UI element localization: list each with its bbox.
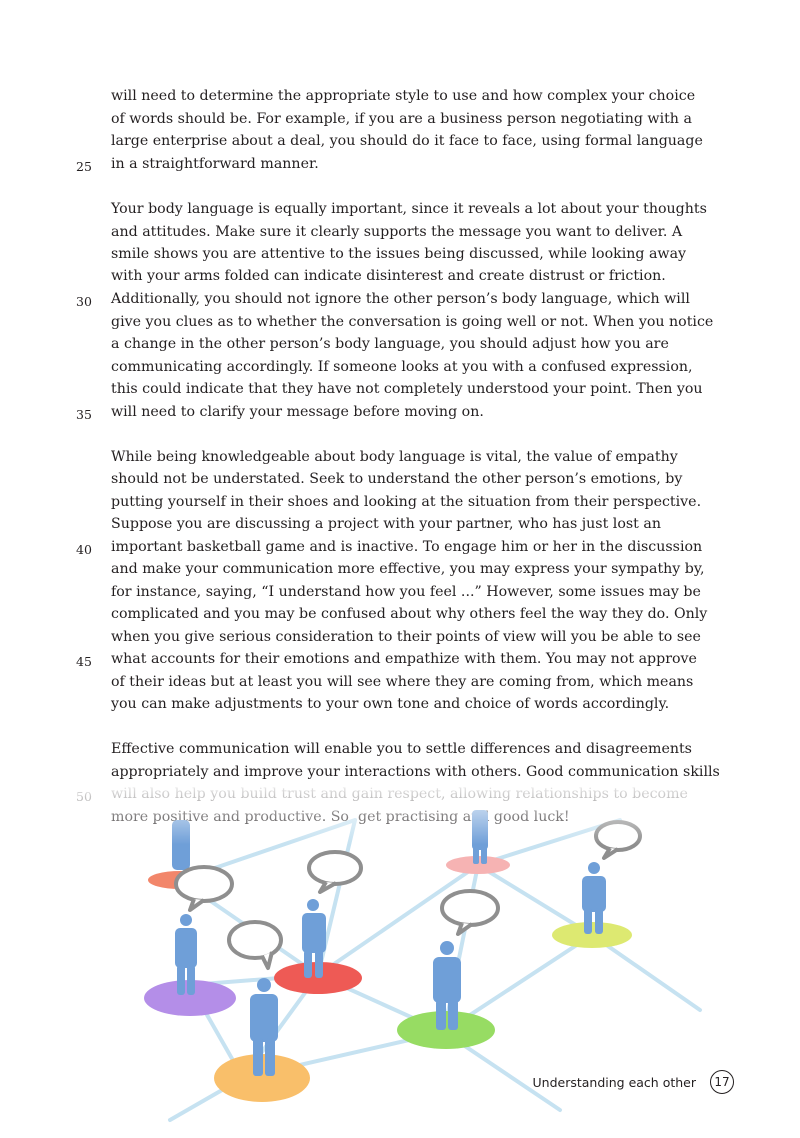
line-number: 45	[76, 654, 92, 669]
body-line: will need to determine the appropriate style to use and how complex your choice	[111, 88, 696, 104]
body-line: communicating accordingly. If someone looks at you with a confused expression,	[111, 359, 693, 375]
body-line: important basketball game and is inactive. To engage him or her in the discussion	[111, 539, 703, 555]
footer-section-title: Understanding each other	[532, 1075, 696, 1090]
body-line: this could indicate that they have not completely understood your point. Then you	[111, 381, 703, 397]
body-line: you can make adjustments to your own tone and choice of words accordingly.	[111, 696, 670, 712]
body-line: and attitudes. Make sure it clearly supports the message you want to deliver. A	[111, 224, 683, 240]
body-line: in a straightforward manner.	[111, 156, 319, 172]
body-line: Your body language is equally important, since it reveals a lot about your thoughts	[111, 201, 707, 217]
body-line: and make your communication more effective, you may express your sympathy by,	[111, 561, 705, 577]
body-line: a change in the other person’s body language, you should adjust how you are	[111, 336, 669, 352]
body-line: of their ideas but at least you will see where they are coming from, which means	[111, 674, 694, 690]
line-number: 30	[76, 294, 92, 309]
body-line: Additionally, you should not ignore the other person’s body language, which will	[111, 291, 690, 307]
body-line: While being knowledgeable about body language is vital, the value of empathy	[111, 449, 678, 465]
body-line: Suppose you are discussing a project with your partner, who has just lost an	[111, 516, 661, 532]
line-number: 25	[76, 159, 92, 174]
body-line: of words should be. For example, if you are a business person negotiating with a	[111, 111, 692, 127]
body-line: Effective communication will enable you to settle differences and disagreements	[111, 741, 692, 757]
body-line: large enterprise about a deal, you should do it face to face, using formal language	[111, 133, 703, 149]
body-line: give you clues as to whether the conversation is going well or not. When you notice	[111, 314, 714, 330]
body-line: putting yourself in their shoes and looking at the situation from their perspective.	[111, 494, 702, 510]
body-line: smile shows you are attentive to the issues being discussed, while looking away	[111, 246, 687, 262]
body-line: with your arms folded can indicate disinterest and create distrust or friction.	[111, 268, 666, 284]
body-line: will need to clarify your message before moving on.	[111, 404, 484, 420]
body-line: complicated and you may be confused about why others feel the way they do. Only	[111, 606, 708, 622]
line-number: 35	[76, 407, 92, 422]
body-line: what accounts for their emotions and empathize with them. You may not approve	[111, 651, 697, 667]
body-line: when you give serious consideration to their points of view will you be able to see	[111, 629, 701, 645]
body-line: appropriately and improve your interactions with others. Good communication skills	[111, 764, 720, 780]
page-number: 17	[710, 1070, 734, 1094]
line-number: 40	[76, 542, 92, 557]
body-line: should not be understated. Seek to understand the other person’s emotions, by	[111, 471, 683, 487]
body-line: for instance, saying, “I understand how you feel ...” However, some issues may be	[111, 584, 701, 600]
